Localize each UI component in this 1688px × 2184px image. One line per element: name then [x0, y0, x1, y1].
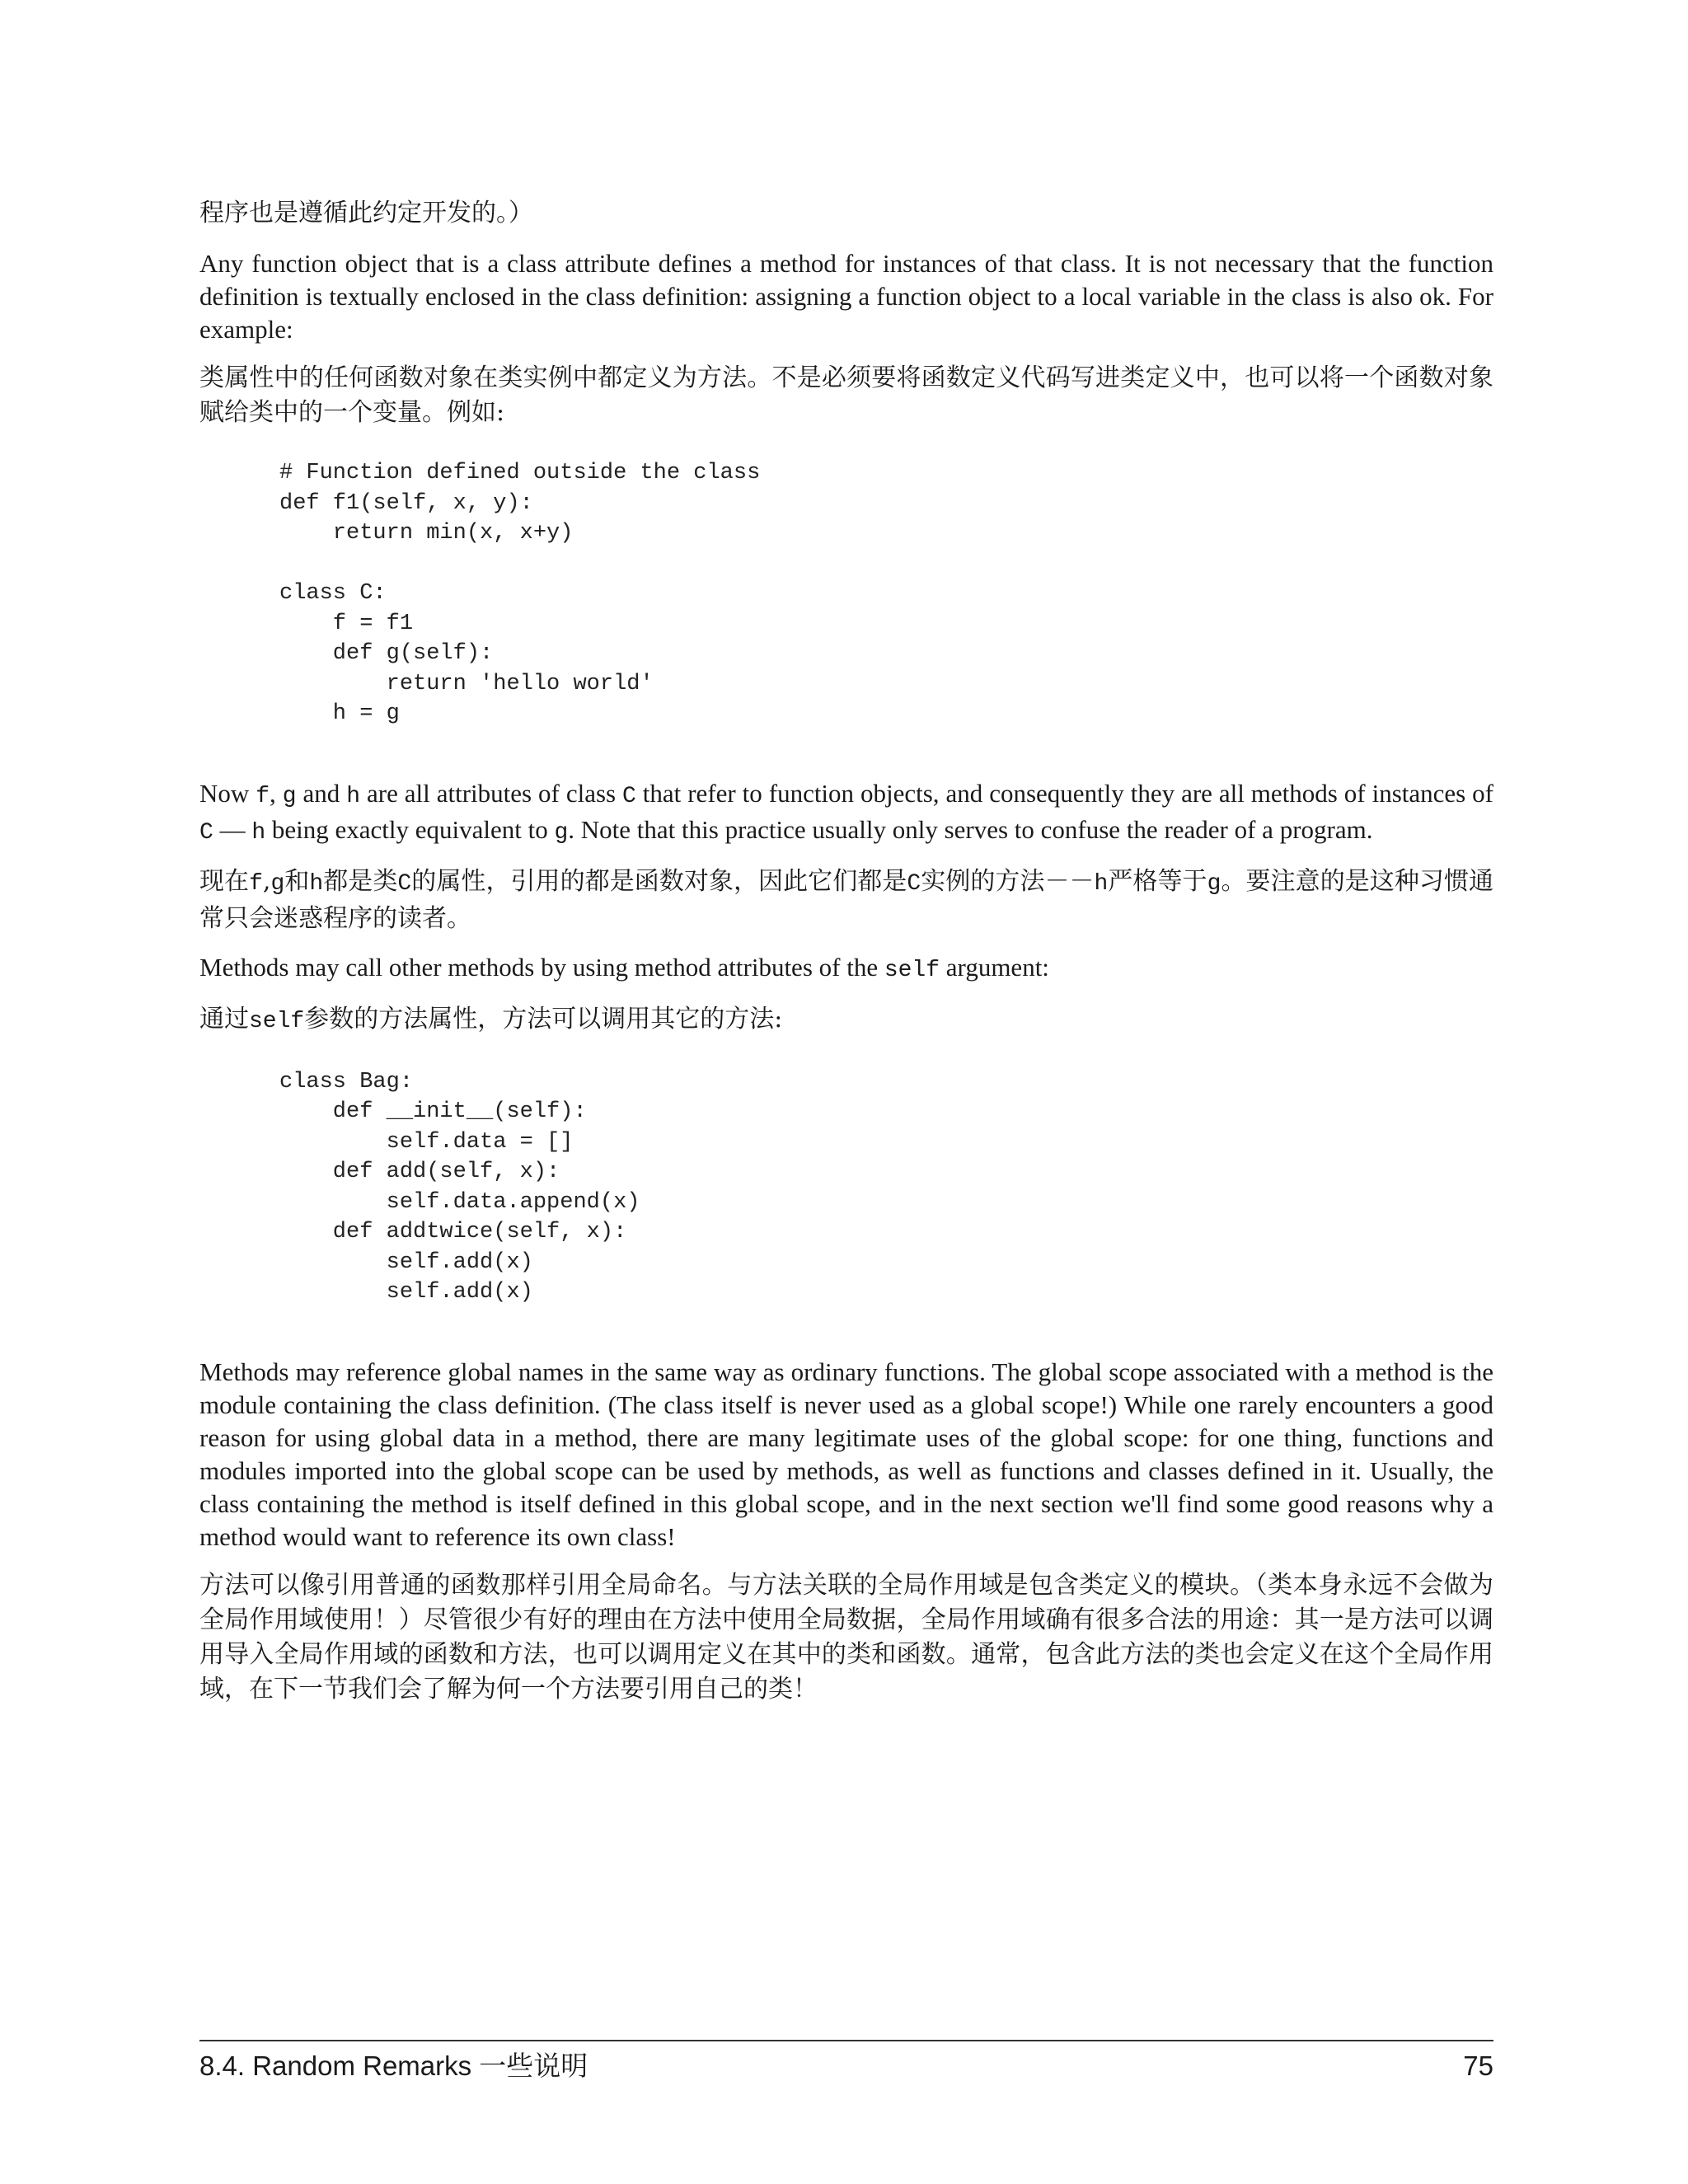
inline-code: g: [1207, 870, 1221, 897]
text: Now: [199, 778, 256, 808]
text: 参数的方法属性，方法可以调用其它的方法:: [304, 1004, 783, 1033]
text: 现在: [199, 866, 250, 896]
inline-code: h: [346, 783, 361, 809]
inline-code: h: [309, 870, 324, 897]
page-number: 75: [1463, 2050, 1493, 2081]
paragraph-en-2: [199, 777, 1493, 850]
text: 严格等于: [1108, 866, 1207, 896]
text: that refer to function objects, and consequently they are all methods of instances of: [635, 778, 1493, 808]
inline-code: g: [554, 819, 569, 846]
inline-code: h: [251, 819, 266, 846]
text: ,: [262, 866, 271, 896]
text: 的属性，引用的都是函数对象，因此它们都是: [411, 866, 907, 896]
text: 实例的方法－－: [921, 866, 1095, 896]
text: 和: [284, 866, 310, 896]
inline-code: C: [907, 870, 921, 897]
inline-code: C: [397, 870, 412, 897]
text: ,: [270, 778, 283, 808]
text: argument:: [940, 952, 1049, 982]
paragraph-cn-0: 程序也是遵循此约定开发的。）: [199, 199, 533, 227]
page-body: [199, 196, 1493, 1722]
inline-code: h: [1094, 870, 1109, 897]
text: 。要注意的是这种习惯通常只会迷惑程序的读者。: [199, 866, 1494, 933]
inline-code: g: [282, 783, 297, 809]
paragraph-en-4: Methods may reference global names in the same way as ordinary functions. The global scope associated with a method is the module containing the class definition. (The class itself is never used as a global scope!) While one rarely encounters a good reason for using global data in a method, there are many legitimate uses of the global scope: for one thing, functions and modules imported into the global scope can be used by methods, as well as functions and classes defined in it. Usually, the class containing the method is itself defined in this global scope, and in the next section we'll find some good reasons why a method would want to reference its own class!: [199, 1357, 1493, 1551]
paragraph-en-1: Any function object that is a class attribute defines a method for instances of that class. It is not necessary that the function definition is textually enclosed in the class definition: assigning a function object to a local variable in the class is also ok. For example:: [199, 249, 1493, 344]
inline-code: self: [249, 1008, 305, 1034]
text: and: [296, 778, 347, 808]
paragraph-cn-4: 方法可以像引用普通的函数那样引用全局命名。与方法关联的全局作用域是包含类定义的模块。（类本身永远不会做为全局作用域使用！）尽管很少有好的理由在方法中使用全局数据，全局作用域确有很多合法的用途：其一是方法可以调用导入全局作用域的函数和方法，也可以调用定义在其中的类和函数。通常，包含此方法的类也会定义在这个全局作用域，在下一节我们会了解为何一个方法要引用自己的类！: [199, 1570, 1493, 1704]
inline-code: f: [249, 870, 263, 897]
code-block-1: # Function defined outside the class def f1(self, x, y): return min(x, x+y) class C: f = f1 def g(self): return 'hello world' h = g: [279, 461, 761, 726]
text: . Note that this practice usually only serves to confuse the reader of a program.: [568, 814, 1373, 844]
inline-code: self: [884, 957, 940, 983]
text: —: [213, 814, 252, 844]
paragraph-cn-3: [199, 1002, 1493, 1039]
paragraph-cn-2: [199, 865, 1493, 936]
code-block-2: class Bag: def __init__(self): self.data = [] def add(self, x): self.data.append(x) def addtwice(self, x): self.add(x) self.add(x): [279, 1069, 640, 1305]
footer-rule: [199, 2040, 1493, 2041]
paragraph-cn-1: 类属性中的任何函数对象在类实例中都定义为方法。不是必须要将函数定义代码写进类定义中，也可以将一个函数对象赋给类中的一个变量。例如:: [199, 363, 1493, 427]
paragraph-en-3: [199, 951, 1493, 987]
inline-code: g: [270, 870, 285, 897]
text: 通过: [199, 1004, 249, 1033]
inline-code: C: [622, 783, 636, 809]
text: being exactly equivalent to: [265, 814, 555, 844]
text: 都是类: [323, 866, 398, 896]
inline-code: f: [256, 783, 270, 809]
inline-code: C: [199, 819, 213, 846]
footer-section-title: 8.4. Random Remarks 一些说明: [199, 2050, 588, 2081]
text: are all attributes of class: [360, 778, 623, 808]
text: Methods may call other methods by using method attributes of the: [199, 952, 884, 982]
